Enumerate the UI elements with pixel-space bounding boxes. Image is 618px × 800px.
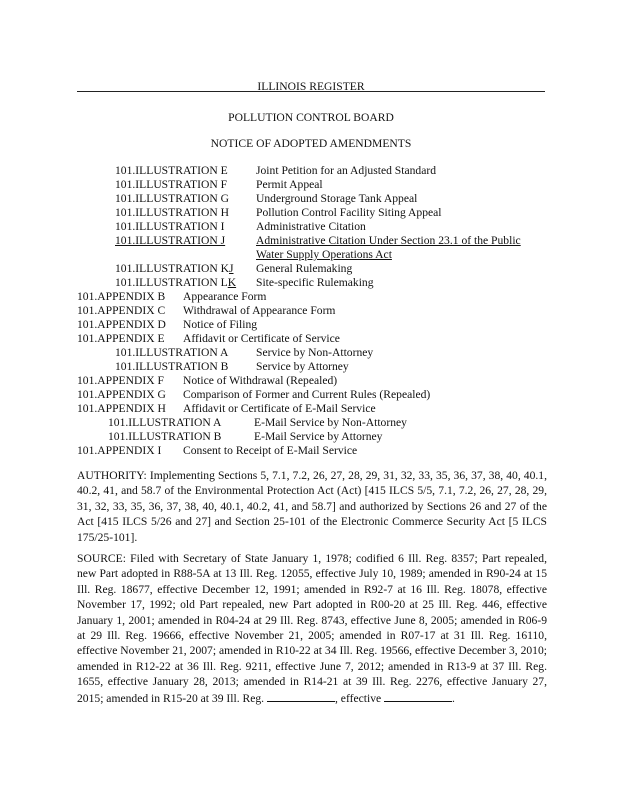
agency-title: POLLUTION CONTROL BOARD: [228, 111, 394, 124]
blank-effective-date: [384, 690, 452, 702]
toc-code: [115, 275, 236, 290]
toc-title: Pollution Control Facility Siting Appeal: [256, 206, 442, 219]
toc-title: Notice of Filing: [183, 318, 258, 331]
toc-title: Administrative Citation Under Section 23.1 of the Public: [256, 234, 521, 247]
toc-title: Affidavit or Certificate of E-Mail Service: [183, 402, 376, 415]
toc-title: Comparison of Former and Current Rules (Repealed): [183, 388, 431, 401]
toc-title: Underground Storage Tank Appeal: [256, 192, 418, 205]
toc-title: E-Mail Service by Attorney: [254, 430, 383, 443]
toc-code: 101.APPENDIX D: [77, 318, 166, 331]
toc-code: 101.ILLUSTRATION B: [115, 360, 229, 373]
toc-code: 101.APPENDIX C: [77, 304, 166, 317]
toc-title: Withdrawal of Appearance Form: [183, 304, 336, 317]
toc-code-inserted: J: [229, 262, 234, 275]
toc-title: Consent to Receipt of E-Mail Service: [183, 444, 358, 457]
toc-code: 101.ILLUSTRATION B: [108, 430, 222, 443]
toc-title-continuation: Water Supply Operations Act: [256, 248, 392, 261]
toc-code-main: 101.ILLUSTRATION L: [115, 276, 228, 289]
toc-code: 101.APPENDIX E: [77, 332, 165, 345]
toc-title: Permit Appeal: [256, 178, 323, 191]
toc-title: Site-specific Rulemaking: [256, 276, 374, 289]
toc-code: 101.ILLUSTRATION J: [115, 234, 226, 247]
toc-title: E-Mail Service by Non-Attorney: [254, 416, 407, 429]
source-end: .: [452, 691, 455, 705]
toc-code: 101.APPENDIX F: [77, 374, 164, 387]
toc-code: 101.APPENDIX I: [77, 444, 162, 457]
toc-code-inserted: K: [227, 276, 237, 289]
toc-title: Affidavit or Certificate of Service: [183, 332, 340, 345]
toc-code: 101.ILLUSTRATION I: [115, 220, 225, 233]
toc-title: Service by Non-Attorney: [256, 346, 374, 359]
blank-register-page: [267, 690, 335, 702]
source-tail: , effective: [335, 691, 382, 705]
toc-title: Service by Attorney: [256, 360, 349, 373]
toc-code-main: 101.ILLUSTRATION K: [115, 262, 229, 275]
notice-title: NOTICE OF ADOPTED AMENDMENTS: [210, 137, 412, 150]
register-title: ILLINOIS REGISTER: [257, 80, 365, 93]
toc-title: Administrative Citation: [256, 220, 366, 233]
toc-code: 101.ILLUSTRATION E: [115, 164, 228, 177]
toc-code: 101.APPENDIX B: [77, 290, 166, 303]
source-paragraph: [77, 551, 547, 706]
toc-code: 101.APPENDIX H: [77, 402, 166, 415]
toc-code: [115, 261, 234, 276]
toc-title: Joint Petition for an Adjusted Standard: [256, 164, 437, 177]
toc-code: 101.ILLUSTRATION F: [115, 178, 228, 191]
source-text: SOURCE: Filed with Secretary of State January 1, 1978; codified 6 Ill. Reg. 8357; Part repealed, new Part adopted in R88-5A at 13 Ill. Reg. 12055, effective July 10, 1989; amended in R90-24 at 15 Ill. Reg. 18677, effective December 12, 1991; amended in R92-7 at 16 Ill. Reg. 18078, effective November 17, 1992; old Part repealed, new Part adopted in R00-20 at 25 Ill. Reg. 446, effective January 1, 2001; amended in R04-24 at 29 Ill. Reg. 8743, effective June 8, 2005; amended in R06-9 at 29 Ill. Reg. 19666, effective November 21, 2005; amended in R07-17 at 31 Ill. Reg. 16110, effective November 21, 2007; amended in R10-22 at 34 Ill. Reg. 19566, effective December 3, 2010; amended in R12-22 at 36 Ill. Reg. 9211, effective June 7, 2012; amended in R13-9 at 37 Ill. Reg. 1655, effective January 28, 2013; amended in R14-21 at 39 Ill. Reg. 2276, effective January 27, 2015; amended in R15-20 at 39 Ill. Reg.: [77, 552, 547, 705]
toc-code: 101.ILLUSTRATION A: [115, 346, 229, 359]
toc-title: Appearance Form: [183, 290, 267, 303]
authority-paragraph: AUTHORITY: Implementing Sections 5, 7.1, 7.2, 26, 27, 28, 29, 31, 32, 33, 35, 36, 37, 38, 40, 40.1, 40.2, 41, and 58.7 of the Environmental Protection Act (Act) [415 ILCS 5/5, 7.1, 7.2, 26, 27, 28, 29, 31, 32, 33, 35, 36, 37, 38, 40, 40.1, 40.2, 41, and 58.7] and authorized by Sections 26 and 27 of the Act [415 ILCS 5/26 and 27] and Section 25-101 of the Electronic Commerce Security Act [5 ILCS 175/25-101].: [77, 469, 547, 544]
toc-code: 101.ILLUSTRATION A: [108, 416, 222, 429]
toc-code: 101.APPENDIX G: [77, 388, 166, 401]
toc-title: Notice of Withdrawal (Repealed): [183, 374, 338, 387]
toc-title: General Rulemaking: [256, 262, 353, 275]
toc-code: 101.ILLUSTRATION H: [115, 206, 229, 219]
toc-code: 101.ILLUSTRATION G: [115, 192, 229, 205]
